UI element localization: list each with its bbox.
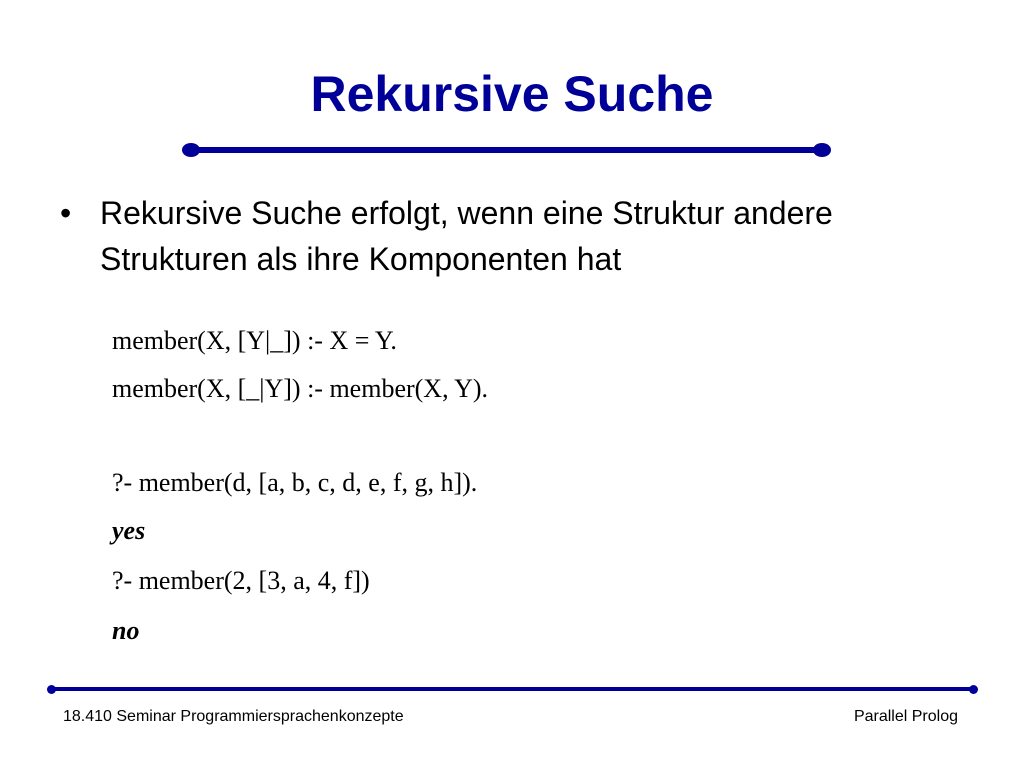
slide-title: Rekursive Suche (310, 66, 714, 122)
bullet-mark: • (60, 195, 72, 231)
code-line-result-no: no (112, 616, 140, 645)
code-line-query-2: ?- member(2, [3, a, 4, f]) (112, 566, 370, 595)
code-line-rule-1: member(X, [Y|_]) :- X = Y. (112, 326, 397, 355)
title-divider (185, 147, 828, 153)
code-line-result-yes: yes (112, 516, 146, 545)
bullet-item (60, 190, 940, 282)
code-line-query-1: ?- member(d, [a, b, c, d, e, f, g, h]). (112, 468, 478, 497)
footer-divider-left-end (47, 685, 56, 694)
bullet-text: Rekursive Suche erfolgt, wenn eine Struktur andere Strukturen als ihre Komponenten hat (100, 195, 833, 277)
title-divider-right-end (813, 143, 831, 157)
footer-divider-right-end (969, 685, 978, 694)
title-divider-left-end (182, 143, 200, 157)
footer-course-label: 18.410 Seminar Programmiersprachenkonzepte (63, 708, 404, 725)
footer-divider (50, 687, 975, 691)
footer-topic-label: Parallel Prolog (853, 708, 958, 725)
code-line-rule-2: member(X, [_|Y]) :- member(X, Y). (112, 374, 489, 403)
